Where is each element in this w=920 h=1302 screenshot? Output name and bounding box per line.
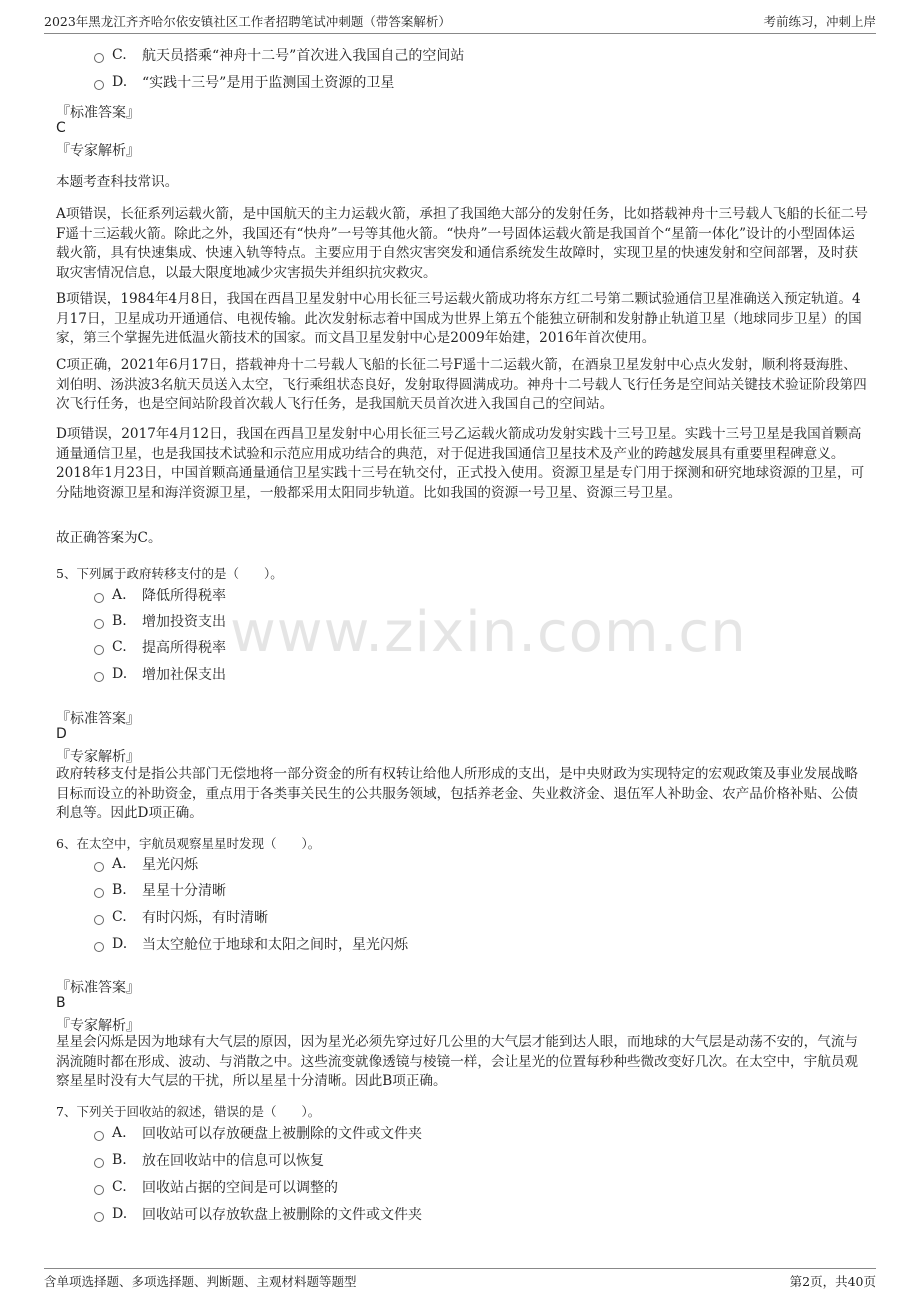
q5-question: 5、下列属于政府转移支付的是（ ）。 — [56, 566, 283, 581]
q5-answer-label: 『标准答案』 — [56, 711, 140, 727]
q4-analysis-c: C项正确，2021年6月17日，搭载神舟十二号载人飞船的长征二号F遥十二运载火箭，在酒泉卫星发射中心点火发射，顺利将聂海胜、刘伯明、汤洪波3名航天员送入太空，飞行乘组状态良好，发射取得圆满成功。神舟十二号载人飞行任务是空间站关键技术验证阶段第四次飞行任务，也是空间站阶段首次载人飞行任务，是我国航天员首次进入我国自己的空间站。 — [56, 357, 867, 412]
option-text: 增加投资支出 — [142, 614, 226, 630]
option-letter: A. — [112, 587, 127, 603]
q5-answer: D — [56, 726, 67, 742]
option-text: 回收站占据的空间是可以调整的 — [142, 1180, 338, 1196]
footer-question-types: 含单项选择题、多项选择题、判断题、主观材料题等题型 — [44, 1274, 357, 1289]
option-text: 放在回收站中的信息可以恢复 — [142, 1153, 324, 1169]
radio-icon[interactable] — [94, 1185, 104, 1195]
radio-icon[interactable] — [94, 888, 104, 898]
option-letter: A. — [112, 856, 127, 872]
watermark: www.zixin.com.cn — [230, 600, 747, 665]
option-letter: D. — [112, 1206, 128, 1222]
option-letter: C. — [112, 909, 127, 925]
option-letter: C. — [112, 47, 127, 63]
radio-icon[interactable] — [94, 862, 104, 872]
q6-answer: B — [56, 995, 66, 1011]
q4-option-c[interactable] — [94, 44, 464, 66]
q4-conclusion: 故正确答案为C。 — [56, 530, 162, 546]
option-text: 有时闪烁，有时清晰 — [142, 910, 268, 926]
q7-option-b[interactable] — [94, 1149, 324, 1171]
q7-option-a[interactable] — [94, 1122, 422, 1144]
radio-icon[interactable] — [94, 1131, 104, 1141]
radio-icon[interactable] — [94, 80, 104, 90]
q4-answer-label: 『标准答案』 — [56, 105, 140, 121]
q6-analysis-label: 『专家解析』 — [56, 1018, 140, 1034]
radio-icon[interactable] — [94, 672, 104, 682]
radio-icon[interactable] — [94, 645, 104, 655]
q6-answer-label: 『标准答案』 — [56, 980, 140, 996]
radio-icon[interactable] — [94, 915, 104, 925]
radio-icon[interactable] — [94, 53, 104, 63]
option-text: 回收站可以存放软盘上被删除的文件或文件夹 — [142, 1207, 422, 1223]
q6-option-a[interactable] — [94, 853, 198, 875]
option-letter: C. — [112, 1179, 127, 1195]
option-text: 提高所得税率 — [142, 640, 226, 656]
option-letter: B. — [112, 1152, 127, 1168]
option-text: 降低所得税率 — [142, 588, 226, 604]
option-text: 回收站可以存放硬盘上被删除的文件或文件夹 — [142, 1126, 422, 1142]
option-letter: B. — [112, 882, 127, 898]
option-text: “实践十三号”是用于监测国土资源的卫星 — [142, 75, 395, 91]
q5-option-d[interactable] — [94, 663, 226, 685]
q6-option-d[interactable] — [94, 933, 408, 955]
q7-option-c[interactable] — [94, 1176, 338, 1198]
q7-question: 7、下列关于回收站的叙述，错误的是（ ）。 — [56, 1104, 321, 1119]
q7-option-d[interactable] — [94, 1203, 422, 1225]
option-text: 当太空舱位于地球和太阳之间时，星光闪烁 — [142, 937, 408, 953]
q4-analysis-label: 『专家解析』 — [56, 143, 140, 159]
q5-analysis: 政府转移支付是指公共部门无偿地将一部分资金的所有权转让给他人所形成的支出，是中央财政为实现特定的宏观政策及事业发展战略目标而设立的补助资金，重点用于各类事关民生的公共服务领域，包括养老金、失业救济金、退伍军人补助金、农产品价格补贴、公债利息等。因此D项正确。 — [56, 766, 859, 821]
q4-analysis-b: B项错误，1984年4月8日，我国在西昌卫星发射中心用长征三号运载火箭成功将东方红二号第二颗试验通信卫星准确送入预定轨道。4月17日，卫星成功开通通信、电视传输。此次发射标志着中国成为世界上第五个能独立研制和发射静止轨道卫星（地球同步卫星）的国家，第三个掌握先进低温火箭技术的国家。而文昌卫星发射中心是2009年始建，2016年首次使用。 — [56, 291, 862, 346]
option-letter: B. — [112, 613, 127, 629]
q5-analysis-label: 『专家解析』 — [56, 749, 140, 765]
radio-icon[interactable] — [94, 593, 104, 603]
option-letter: A. — [112, 1125, 127, 1141]
option-letter: D. — [112, 666, 128, 682]
page-header — [44, 8, 876, 34]
q5-option-b[interactable] — [94, 610, 226, 632]
q5-option-c[interactable] — [94, 636, 226, 658]
document-title: 2023年黑龙江齐齐哈尔依安镇社区工作者招聘笔试冲刺题（带答案解析） — [44, 14, 451, 29]
q4-option-d[interactable] — [94, 71, 394, 93]
q6-option-c[interactable] — [94, 906, 268, 928]
q6-analysis: 星星会闪烁是因为地球有大气层的原因，因为星光必须先穿过好几公里的大气层才能到达人眼，而地球的大气层是动荡不安的，气流与涡流随时都在形成、波动、与消散之中。这些流变就像透镜与棱镜一样，会让星光的位置每秒种些微改变好几次。在太空中，宇航员观察星星时没有大气层的干扰，所以星星十分清晰。因此B项正确。 — [56, 1034, 859, 1089]
option-text: 航天员搭乘“神舟十二号”首次进入我国自己的空间站 — [142, 48, 465, 64]
radio-icon[interactable] — [94, 1158, 104, 1168]
header-slogan: 考前练习，冲刺上岸 — [763, 14, 876, 29]
option-text: 星光闪烁 — [142, 857, 198, 873]
option-text: 增加社保支出 — [142, 667, 226, 683]
option-letter: C. — [112, 639, 127, 655]
q4-analysis-a: A项错误，长征系列运载火箭，是中国航天的主力运载火箭，承担了我国绝大部分的发射任务，比如搭载神舟十三号载人飞船的长征二号F遥十三运载火箭。除此之外，我国还有“快舟”一号等其他火箭。“快舟”一号固体运载火箭是我国首个“星箭一体化”设计的小型固体运载火箭，具有快速集成、快速入轨等特点。主要应用于自然灾害突发和通信系统发生故障时，实现卫星的快速发射和空间部署，及时获取灾害情况信息，以最大限度地减少灾害损失并组织抗灾救灾。 — [56, 206, 868, 281]
q6-question: 6、在太空中，宇航员观察星星时发现（ ）。 — [56, 836, 321, 851]
q4-answer: C — [56, 120, 66, 136]
page-number: 第2页，共40页 — [789, 1274, 876, 1289]
radio-icon[interactable] — [94, 1212, 104, 1222]
q6-option-b[interactable] — [94, 879, 226, 901]
q5-option-a[interactable] — [94, 584, 226, 606]
radio-icon[interactable] — [94, 619, 104, 629]
radio-icon[interactable] — [94, 942, 104, 952]
option-text: 星星十分清晰 — [142, 883, 226, 899]
page-footer — [44, 1268, 876, 1294]
option-letter: D. — [112, 74, 128, 90]
q4-analysis-d: D项错误，2017年4月12日，我国在西昌卫星发射中心用长征三号乙运载火箭成功发射实践十三号卫星。实践十三号卫星是我国首颗高通量通信卫星，也是我国技术试验和示范应用成功结合的典范，对于促进我国通信卫星技术及产业的跨越发展具有重要里程碑意义。2018年1月23日，中国首颗高通量通信卫星实践十三号在轨交付，正式投入使用。资源卫星是专门用于探测和研究地球资源的卫星，可分陆地资源卫星和海洋资源卫星，一般都采用太阳同步轨道。比如我国的资源一号卫星、资源三号卫星。 — [56, 426, 865, 501]
option-letter: D. — [112, 936, 128, 952]
q4-analysis-intro: 本题考查科技常识。 — [56, 174, 179, 190]
